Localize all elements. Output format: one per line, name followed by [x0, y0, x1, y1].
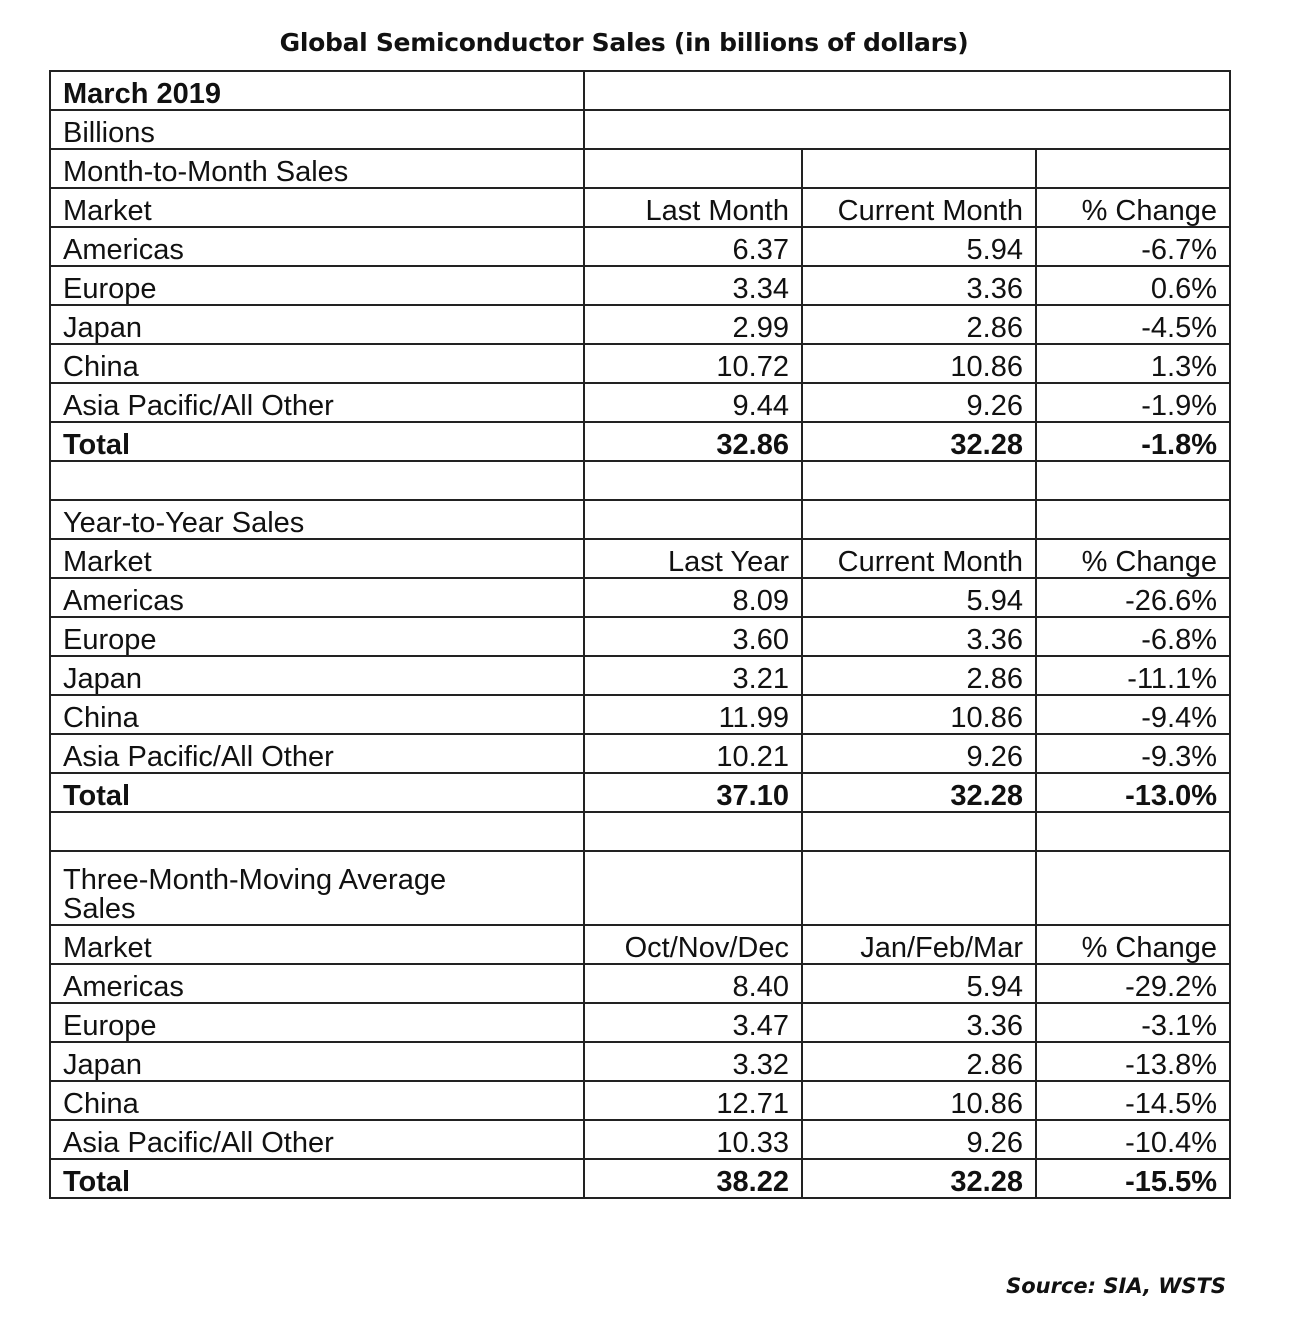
market-cell: Europe — [50, 266, 584, 305]
total-row — [50, 1159, 1230, 1198]
market-cell: China — [50, 1081, 584, 1120]
column-header: Current Month — [802, 539, 1036, 578]
change-cell: -3.1% — [1036, 1003, 1230, 1042]
column-header: Market — [50, 925, 584, 964]
column-header-row — [50, 188, 1230, 227]
value-cell: 2.86 — [802, 305, 1036, 344]
table-row — [50, 734, 1230, 773]
total-value: 32.86 — [584, 422, 802, 461]
sales-table — [49, 70, 1231, 1199]
empty-cell — [1036, 149, 1230, 188]
column-header: % Change — [1036, 188, 1230, 227]
value-cell: 5.94 — [802, 227, 1036, 266]
market-cell: Europe — [50, 617, 584, 656]
change-cell: 1.3% — [1036, 344, 1230, 383]
market-cell: China — [50, 344, 584, 383]
empty-cell — [1036, 461, 1230, 500]
total-label: Total — [50, 1159, 584, 1198]
table-row — [50, 227, 1230, 266]
table-row — [50, 1081, 1230, 1120]
change-cell: -10.4% — [1036, 1120, 1230, 1159]
change-cell: -29.2% — [1036, 964, 1230, 1003]
total-row — [50, 773, 1230, 812]
market-cell: Americas — [50, 227, 584, 266]
column-header: Market — [50, 188, 584, 227]
unit-label: Billions — [50, 110, 584, 149]
section-heading: Year-to-Year Sales — [50, 500, 584, 539]
value-cell: 10.72 — [584, 344, 802, 383]
value-cell: 11.99 — [584, 695, 802, 734]
total-label: Total — [50, 773, 584, 812]
value-cell: 9.44 — [584, 383, 802, 422]
table-row — [50, 656, 1230, 695]
empty-cell — [802, 149, 1036, 188]
value-cell: 8.09 — [584, 578, 802, 617]
value-cell: 6.37 — [584, 227, 802, 266]
empty-cell — [50, 461, 584, 500]
empty-cell — [802, 461, 1036, 500]
period-row — [50, 71, 1230, 110]
column-header-row — [50, 539, 1230, 578]
table-row — [50, 617, 1230, 656]
change-cell: -9.3% — [1036, 734, 1230, 773]
value-cell: 10.33 — [584, 1120, 802, 1159]
value-cell: 3.36 — [802, 266, 1036, 305]
total-value: 38.22 — [584, 1159, 802, 1198]
table-row — [50, 383, 1230, 422]
market-cell: Japan — [50, 305, 584, 344]
column-header: Current Month — [802, 188, 1036, 227]
empty-cell — [584, 149, 802, 188]
column-header-row — [50, 925, 1230, 964]
column-header: % Change — [1036, 925, 1230, 964]
value-cell: 9.26 — [802, 383, 1036, 422]
table-row — [50, 695, 1230, 734]
value-cell: 3.47 — [584, 1003, 802, 1042]
section-heading: Month-to-Month Sales — [50, 149, 584, 188]
market-cell: Europe — [50, 1003, 584, 1042]
column-header: Last Month — [584, 188, 802, 227]
value-cell: 3.21 — [584, 656, 802, 695]
change-cell: -13.8% — [1036, 1042, 1230, 1081]
value-cell: 2.86 — [802, 1042, 1036, 1081]
market-cell: Asia Pacific/All Other — [50, 383, 584, 422]
table-row — [50, 964, 1230, 1003]
empty-cell — [802, 812, 1036, 851]
unit-row — [50, 110, 1230, 149]
section-heading-row — [50, 500, 1230, 539]
table-row — [50, 344, 1230, 383]
empty-cell — [584, 812, 802, 851]
empty-cell — [1036, 851, 1230, 925]
change-cell: -9.4% — [1036, 695, 1230, 734]
empty-cell — [1036, 812, 1230, 851]
total-row — [50, 422, 1230, 461]
value-cell: 3.60 — [584, 617, 802, 656]
empty-cell — [584, 110, 1230, 149]
value-cell: 10.86 — [802, 1081, 1036, 1120]
column-header: % Change — [1036, 539, 1230, 578]
total-value: 37.10 — [584, 773, 802, 812]
value-cell: 10.86 — [802, 695, 1036, 734]
market-cell: Japan — [50, 656, 584, 695]
table-row — [50, 305, 1230, 344]
column-header: Jan/Feb/Mar — [802, 925, 1036, 964]
empty-cell — [50, 812, 584, 851]
value-cell: 2.86 — [802, 656, 1036, 695]
change-cell: 0.6% — [1036, 266, 1230, 305]
document-title: Global Semiconductor Sales (in billions of dollars) — [279, 28, 969, 57]
value-cell: 2.99 — [584, 305, 802, 344]
column-header: Last Year — [584, 539, 802, 578]
empty-cell — [584, 500, 802, 539]
total-change: -13.0% — [1036, 773, 1230, 812]
table-row — [50, 1042, 1230, 1081]
market-cell: China — [50, 695, 584, 734]
table-row — [50, 1120, 1230, 1159]
section-heading-row — [50, 851, 1230, 925]
column-header: Oct/Nov/Dec — [584, 925, 802, 964]
source-note: Source: SIA, WSTS — [1006, 1274, 1226, 1298]
value-cell: 5.94 — [802, 578, 1036, 617]
market-cell: Asia Pacific/All Other — [50, 1120, 584, 1159]
value-cell: 9.26 — [802, 1120, 1036, 1159]
table-row — [50, 578, 1230, 617]
section-heading: Three-Month-Moving Average Sales — [50, 851, 584, 925]
value-cell: 10.21 — [584, 734, 802, 773]
table-row — [50, 1003, 1230, 1042]
total-change: -1.8% — [1036, 422, 1230, 461]
total-change: -15.5% — [1036, 1159, 1230, 1198]
empty-cell — [802, 851, 1036, 925]
empty-cell — [802, 500, 1036, 539]
change-cell: -11.1% — [1036, 656, 1230, 695]
change-cell: -6.8% — [1036, 617, 1230, 656]
value-cell: 3.32 — [584, 1042, 802, 1081]
market-cell: Asia Pacific/All Other — [50, 734, 584, 773]
change-cell: -14.5% — [1036, 1081, 1230, 1120]
value-cell: 3.34 — [584, 266, 802, 305]
section-heading-row — [50, 149, 1230, 188]
total-value: 32.28 — [802, 773, 1036, 812]
change-cell: -1.9% — [1036, 383, 1230, 422]
value-cell: 5.94 — [802, 964, 1036, 1003]
value-cell: 12.71 — [584, 1081, 802, 1120]
empty-cell — [1036, 500, 1230, 539]
value-cell: 9.26 — [802, 734, 1036, 773]
total-value: 32.28 — [802, 1159, 1036, 1198]
total-value: 32.28 — [802, 422, 1036, 461]
spacer-row — [50, 812, 1230, 851]
column-header: Market — [50, 539, 584, 578]
total-label: Total — [50, 422, 584, 461]
empty-cell — [584, 71, 1230, 110]
market-cell: Americas — [50, 578, 584, 617]
value-cell: 3.36 — [802, 1003, 1036, 1042]
period-label: March 2019 — [50, 71, 584, 110]
change-cell: -26.6% — [1036, 578, 1230, 617]
spacer-row — [50, 461, 1230, 500]
table-row — [50, 266, 1230, 305]
value-cell: 8.40 — [584, 964, 802, 1003]
empty-cell — [584, 461, 802, 500]
change-cell: -4.5% — [1036, 305, 1230, 344]
empty-cell — [584, 851, 802, 925]
market-cell: Americas — [50, 964, 584, 1003]
market-cell: Japan — [50, 1042, 584, 1081]
value-cell: 10.86 — [802, 344, 1036, 383]
value-cell: 3.36 — [802, 617, 1036, 656]
change-cell: -6.7% — [1036, 227, 1230, 266]
